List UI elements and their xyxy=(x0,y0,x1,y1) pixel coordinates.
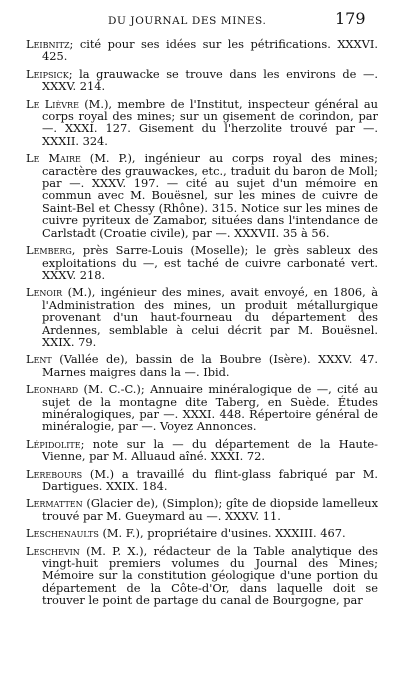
entry-text: ; la grauwacke se trouve dans les environs de —. XXXV. 214. xyxy=(42,66,378,94)
index-entry xyxy=(26,286,378,348)
index-entry xyxy=(26,497,378,522)
index-entry xyxy=(26,98,378,148)
index-entry xyxy=(26,438,378,463)
index-entry xyxy=(26,383,378,433)
entry-name: Leibnitz xyxy=(26,37,70,51)
entry-name: Le Maire xyxy=(26,151,81,166)
entry-name: Leschevin xyxy=(26,543,80,558)
entry-text: (M. C.-C.); Annuaire minéralogique de —, cité au sujet de la montagne dite Taberg, en Suède. Études minéralogiques, par —. XXXI. 448. Répertoire général de minéralogie, par —. Voyez Annonces. xyxy=(42,382,378,434)
page-header xyxy=(0,8,401,32)
running-title: DU JOURNAL DES MINES. xyxy=(108,15,267,27)
index-entry xyxy=(26,38,378,63)
index-entry xyxy=(26,468,378,493)
index-entry xyxy=(26,68,378,93)
entry-text: ; cité pour ses idées sur les pétrifications. XXXVI. 425. xyxy=(42,37,378,64)
entry-text: (Vallée de), bassin de la Boubre (Isère). XXXV. 47. Marnes maigres dans la —. Ibid. xyxy=(42,352,378,379)
entry-name: Lerebours xyxy=(26,466,83,481)
entry-text: (Glacier de), (Simplon); gîte de diopside lamelleux trouvé par M. Gueymard au —. XXXV. 11. xyxy=(42,496,378,523)
index-entry xyxy=(26,545,378,607)
index-entry xyxy=(26,244,378,281)
entry-name: Leonhard xyxy=(26,382,79,397)
entry-text: (M.) a travaillé du flint-glass fabriqué par M. Dartigues. XXIX. 184. xyxy=(42,466,378,493)
entry-name: Lépidolite xyxy=(26,436,81,451)
index-entries xyxy=(26,38,378,612)
entry-text: (M. F.), propriétaire d'usines. XXXIII. 467. xyxy=(98,526,346,541)
index-entry xyxy=(26,152,378,239)
entry-name: Leipsick xyxy=(26,66,69,81)
entry-text: (M. P.), ingénieur au corps royal des mines; caractère des grauwackes, etc., traduit du baron de Moll; par —. XXXV. 197. — cité au sujet d'un mémoire en commun avec M. Bouësnel, sur les mines de cuivre de Saint-Bel et Chessy (Rhône). 315. Notice sur les mines de cuivre pyriteux de Zamabor, situées dans l'intendance de Carlstadt (Croatie civile), par —. XXXVII. 35 à 56. xyxy=(42,151,378,240)
index-entry xyxy=(26,527,378,539)
entry-name: Lemberg xyxy=(26,243,72,258)
entry-text: (M. P. X.), rédacteur de la Table analytique des vingt-huit premiers volumes du Journal des Mines; Mémoire sur la constitution géologique d'une portion du département de la Côte-d'Or, dans laquelle doit se trouver le point de partage du canal de Bourgogne, par xyxy=(42,543,378,608)
entry-text: (M.), ingénieur des mines, avait envoyé, en 1806, à l'Administration des mines, un produit métallurgique provenant d'un haut-fourneau du département des Ardennes, semblable à celui décrit par M. Bouësnel. XXIX. 79. xyxy=(42,285,378,349)
page-number: 179 xyxy=(335,9,366,28)
entry-name: Le Lièvre xyxy=(26,96,79,111)
index-entry xyxy=(26,353,378,378)
entry-name: Leschenaults xyxy=(26,526,99,541)
entry-name: Lent xyxy=(26,352,52,367)
entry-text: (M.), membre de l'Institut, inspecteur général au corps royal des mines; sur un gisement de corindon, par —. XXXI. 127. Gisement du l'herzolite trouvé par —. XXXII. 324. xyxy=(42,96,378,148)
entry-name: Lermatten xyxy=(26,496,83,511)
entry-text: , près Sarre-Louis (Moselle); le grès sableux des exploitations du —, est taché de cuivre carbonaté vert. XXXV. 218. xyxy=(42,243,378,282)
entry-name: Lenoir xyxy=(26,285,63,300)
entry-text: ; note sur la — du département de la Haute-Vienne, par M. Alluaud aîné. XXXI. 72. xyxy=(42,436,378,464)
